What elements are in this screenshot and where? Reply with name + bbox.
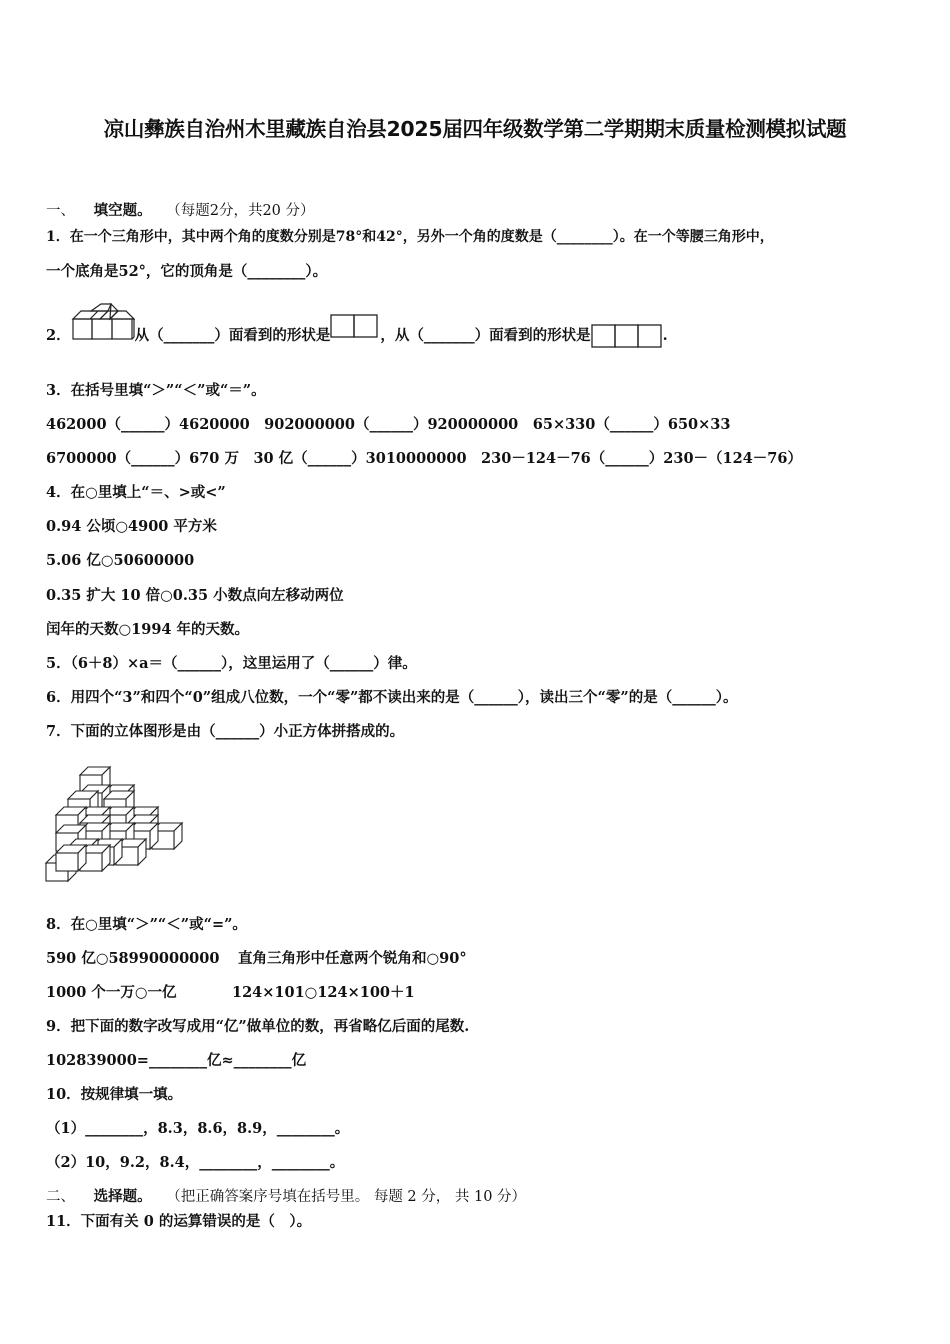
q2-part1: 从（_______）面看到的形状是 [134, 327, 331, 344]
q3-text: 3．在括号里填“＞”“＜”或“＝”。 [46, 382, 266, 399]
section-1-note: （每题2分，共20 分） [166, 203, 315, 219]
q2-line [46, 323, 668, 349]
q8-b2: 124×101○124×100＋1 [232, 984, 415, 1001]
q5-text: 5．（6＋8）×a＝（______），这里运用了（______）律。 [46, 655, 417, 672]
q9-text: 9．把下面的数字改写成用“亿”做单位的数，再省略亿后面的尾数. [46, 1018, 470, 1035]
cube-row-figure [71, 303, 135, 347]
q4-item-3: 0.35 扩大 10 倍○0.35 小数点向左移动两位 [46, 587, 344, 604]
q10-p2: （2）10，9.2，8.4，________，________。 [46, 1154, 345, 1171]
section-2-note: （把正确答案序号填在括号里。 每题 2 分， 共 10 分） [166, 1189, 527, 1205]
q8-b1: 1000 个一万○一亿 [46, 984, 177, 1001]
section-1-name: 填空题。 [93, 202, 152, 219]
q10-text: 10．按规律填一填。 [46, 1086, 183, 1103]
q3-row1: 462000（______）4620000 902000000（______）920000000 65×330（______）650×33 [46, 416, 731, 433]
q4-item-1: 0.94 公顷○4900 平方米 [46, 518, 217, 535]
section-2-heading [46, 1187, 526, 1207]
q4-item-4: 闰年的天数○1994 年的天数。 [46, 621, 250, 638]
q4-text: 4．在○里填上“＝、>或<” [46, 484, 226, 501]
q8-text: 8．在○里填“＞”“＜”或“=”。 [46, 916, 247, 933]
stacked-cubes-figure [44, 765, 190, 885]
page-title: 凉山彝族自治州木里藏族自治县2025届四年级数学第二学期期末质量检测模拟试题 [103, 117, 847, 141]
q11-text: 11．下面有关 0 的运算错误的是（ ）。 [46, 1213, 312, 1230]
q1-line2: 一个底角是52°，它的顶角是（________）。 [46, 263, 328, 280]
q10-p1: （1）________，8.3，8.6，8.9，________。 [46, 1120, 350, 1137]
q8-a2: 直角三角形中任意两个锐角和○90° [238, 950, 467, 967]
q6-text: 6．用四个“3”和四个“0”组成八位数，一个“零”都不读出来的是（______），读出三个“零”的是（______）。 [46, 689, 738, 706]
q2-end: . [662, 327, 668, 344]
section-1-number: 一、 [46, 203, 75, 219]
section-1-heading [46, 201, 315, 221]
q7-text: 7．下面的立体图形是由（______）小正方体拼搭成的。 [46, 723, 405, 740]
q8-a1: 590 亿○58990000000 [46, 950, 220, 967]
q9-expr: 102839000=________亿≈________亿 [46, 1052, 307, 1069]
q2-part2: ，从（_______）面看到的形状是 [380, 327, 591, 344]
two-square-view-figure [330, 313, 380, 339]
q1-line1: 1．在一个三角形中，其中两个角的度数分别是78°和42°，另外一个角的度数是（________）。在一个等腰三角形中， [46, 229, 774, 245]
q2-number: 2． [46, 327, 71, 344]
q4-item-2: 5.06 亿○50600000 [46, 552, 195, 569]
section-2-number: 二、 [46, 1189, 75, 1205]
q3-row2: 6700000（______）670 万 30 亿（______）3010000000 230－124－76（______）230－（124－76） [46, 450, 802, 467]
three-square-view-figure [591, 323, 663, 349]
section-2-name: 选择题。 [93, 1188, 152, 1205]
